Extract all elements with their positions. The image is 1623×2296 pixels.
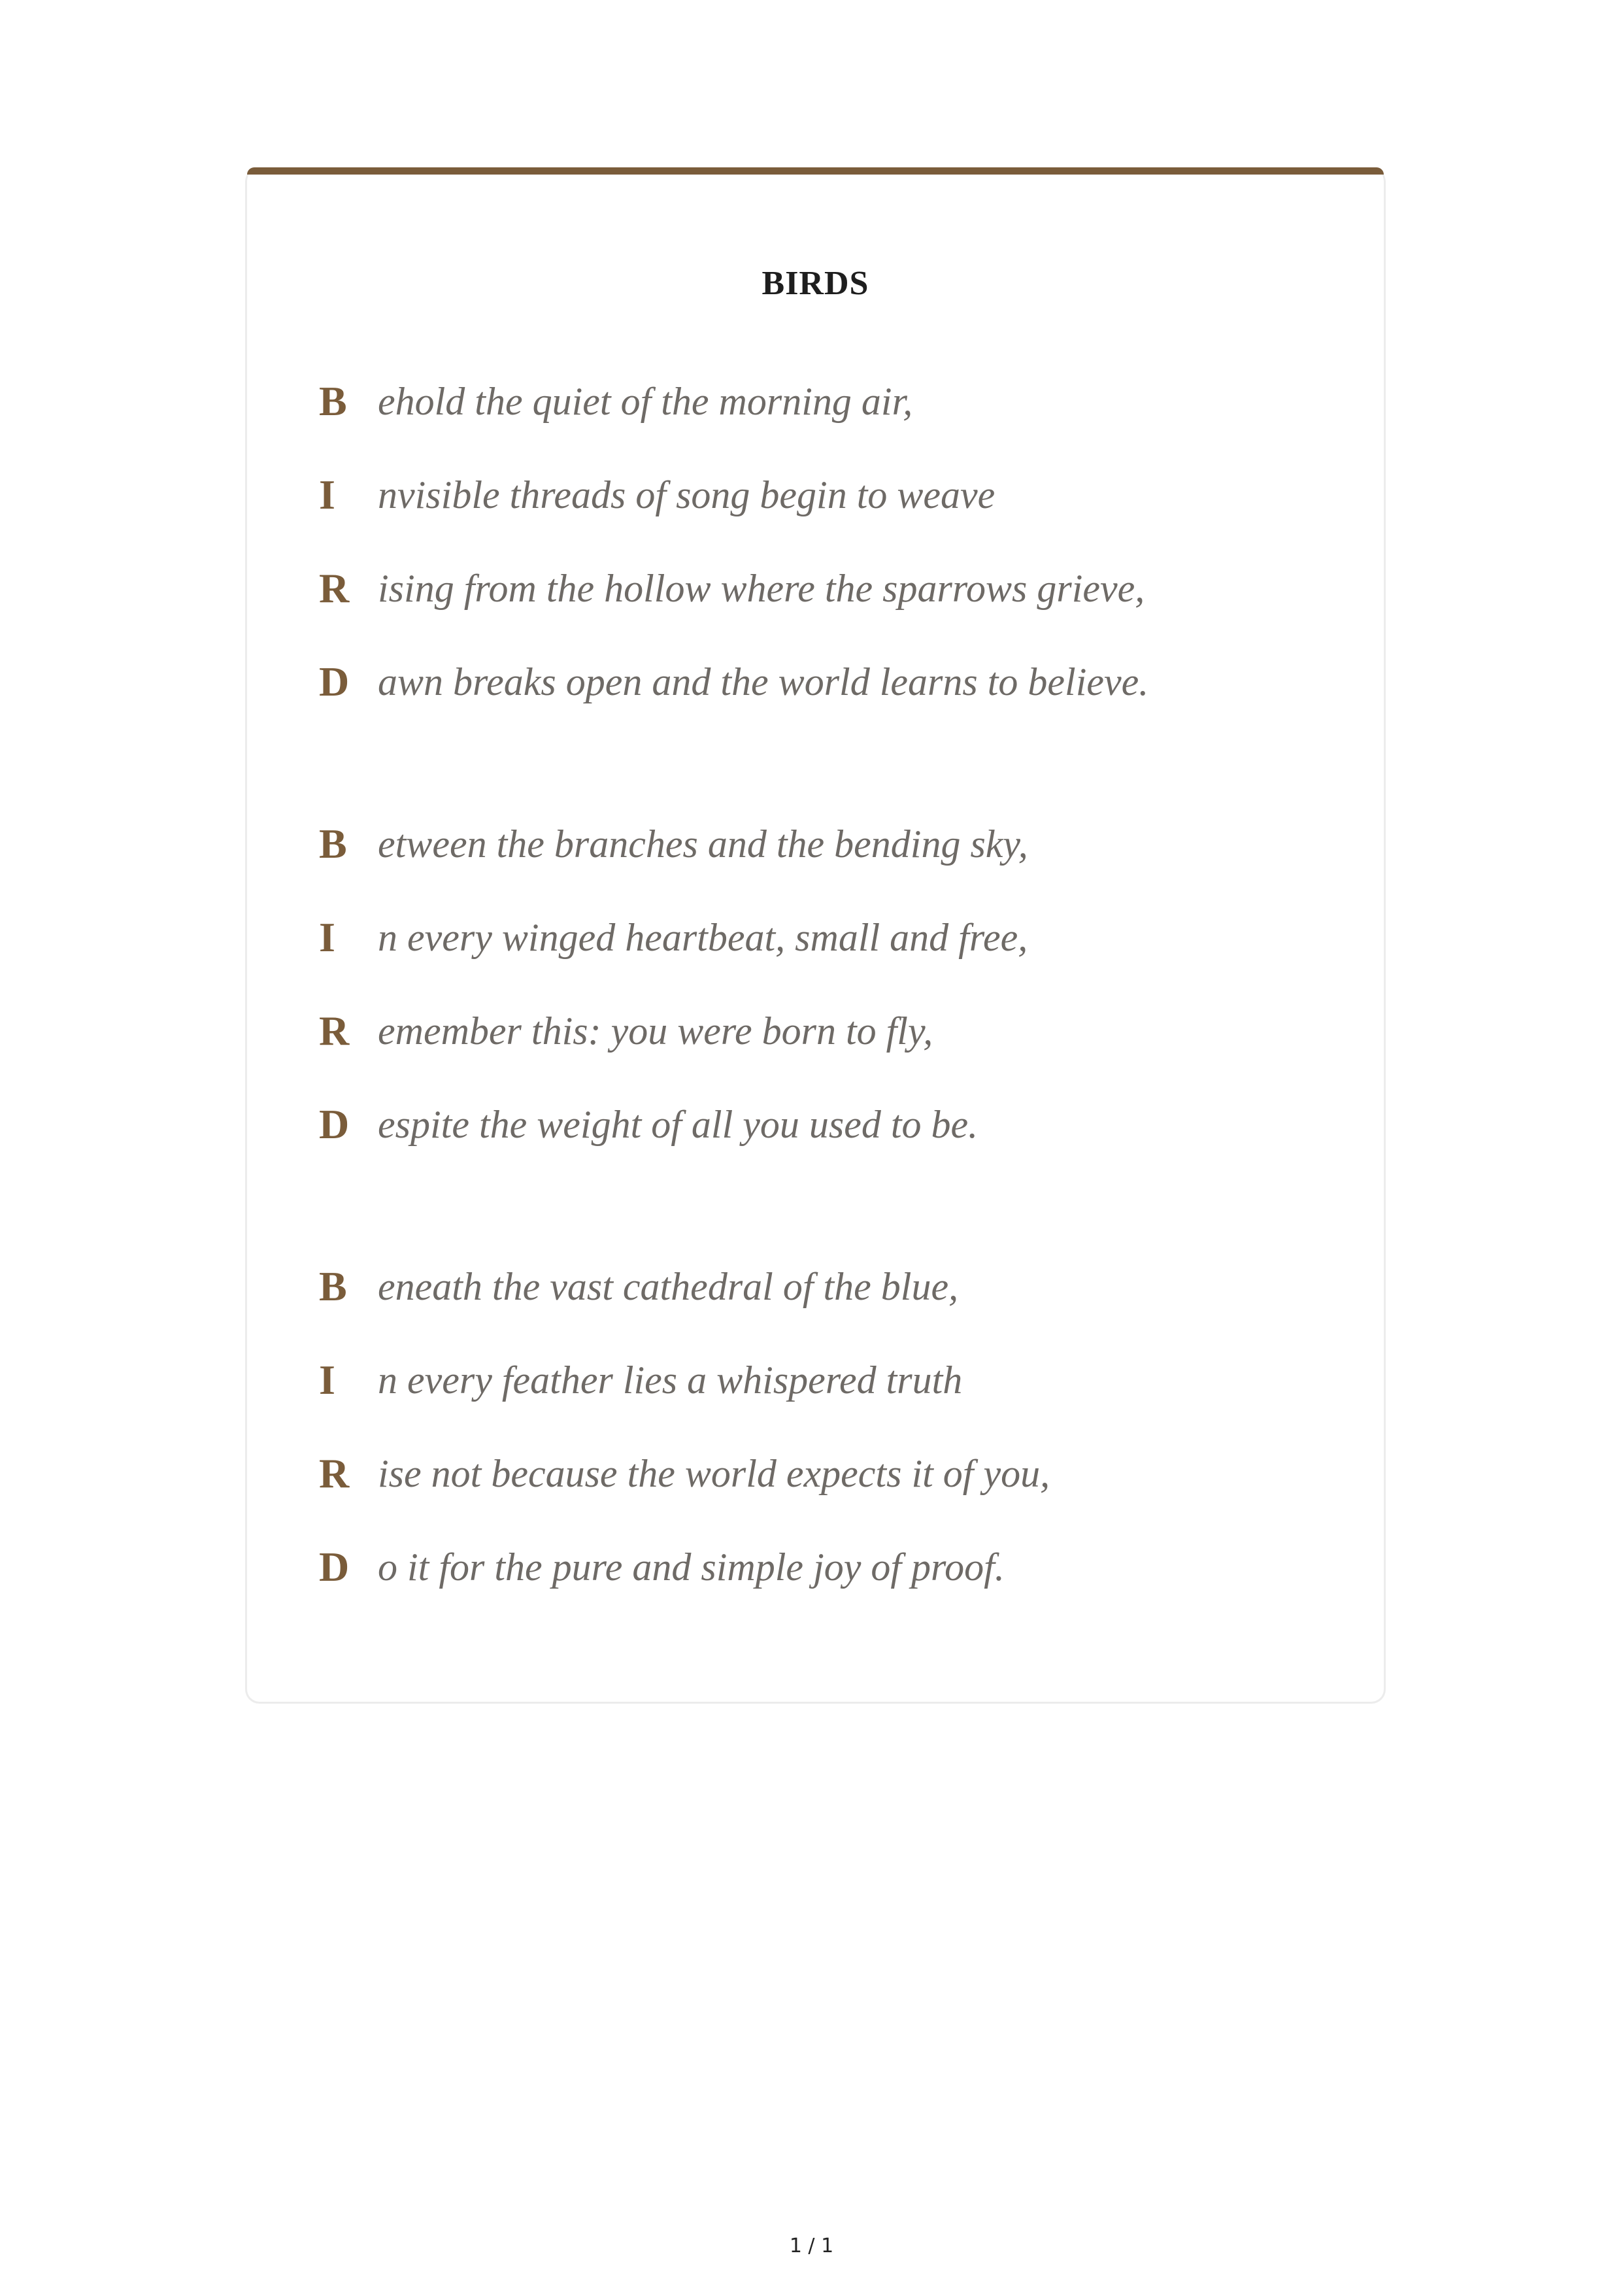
poem-line xyxy=(319,1447,1339,1541)
card-accent-bar xyxy=(247,167,1384,175)
stanza-1 xyxy=(319,375,1339,749)
line-text: etween the branches and the bending sky, xyxy=(378,822,1028,866)
poem-line xyxy=(319,375,1339,469)
line-text: espite the weight of all you used to be. xyxy=(378,1103,979,1146)
poem-line xyxy=(319,818,1339,911)
acrostic-initial: B xyxy=(319,820,347,867)
acrostic-initial: R xyxy=(319,1450,350,1496)
acrostic-initial: I xyxy=(319,1357,335,1403)
poem-line xyxy=(319,1098,1339,1192)
line-text: n every winged heartbeat, small and free, xyxy=(378,916,1028,959)
line-text: awn breaks open and the world learns to believe. xyxy=(378,660,1149,703)
poem-card xyxy=(245,167,1386,1704)
poem-line xyxy=(319,1541,1339,1634)
acrostic-initial: R xyxy=(319,565,350,611)
poem-line xyxy=(319,1260,1339,1354)
stanza-3 xyxy=(319,1260,1339,1634)
acrostic-initial: R xyxy=(319,1007,350,1054)
poem-title: BIRDS xyxy=(761,265,869,302)
line-text: ehold the quiet of the morning air, xyxy=(378,380,913,423)
line-text: ising from the hollow where the sparrows grieve, xyxy=(378,567,1145,610)
page-number: 1 / 1 xyxy=(789,2235,834,2257)
poem-line xyxy=(319,562,1339,656)
acrostic-initial: I xyxy=(319,471,335,518)
line-text: ise not because the world expects it of you, xyxy=(378,1452,1050,1495)
poem-line xyxy=(319,656,1339,749)
acrostic-initial: D xyxy=(319,1544,350,1590)
acrostic-initial: B xyxy=(319,378,347,424)
acrostic-initial: D xyxy=(319,1101,350,1147)
acrostic-initial: I xyxy=(319,914,335,960)
line-text: n every feather lies a whispered truth xyxy=(378,1359,963,1402)
acrostic-initial: D xyxy=(319,658,350,705)
stanza-2 xyxy=(319,818,1339,1192)
poem-line xyxy=(319,1354,1339,1447)
poem-line xyxy=(319,911,1339,1005)
line-text: emember this: you were born to fly, xyxy=(378,1009,933,1053)
line-text: nvisible threads of song begin to weave xyxy=(378,473,996,516)
line-text: eneath the vast cathedral of the blue, xyxy=(378,1265,959,1308)
poem-line xyxy=(319,469,1339,562)
acrostic-initial: B xyxy=(319,1263,347,1309)
poem-line xyxy=(319,1005,1339,1098)
line-text: o it for the pure and simple joy of proof. xyxy=(378,1545,1005,1589)
